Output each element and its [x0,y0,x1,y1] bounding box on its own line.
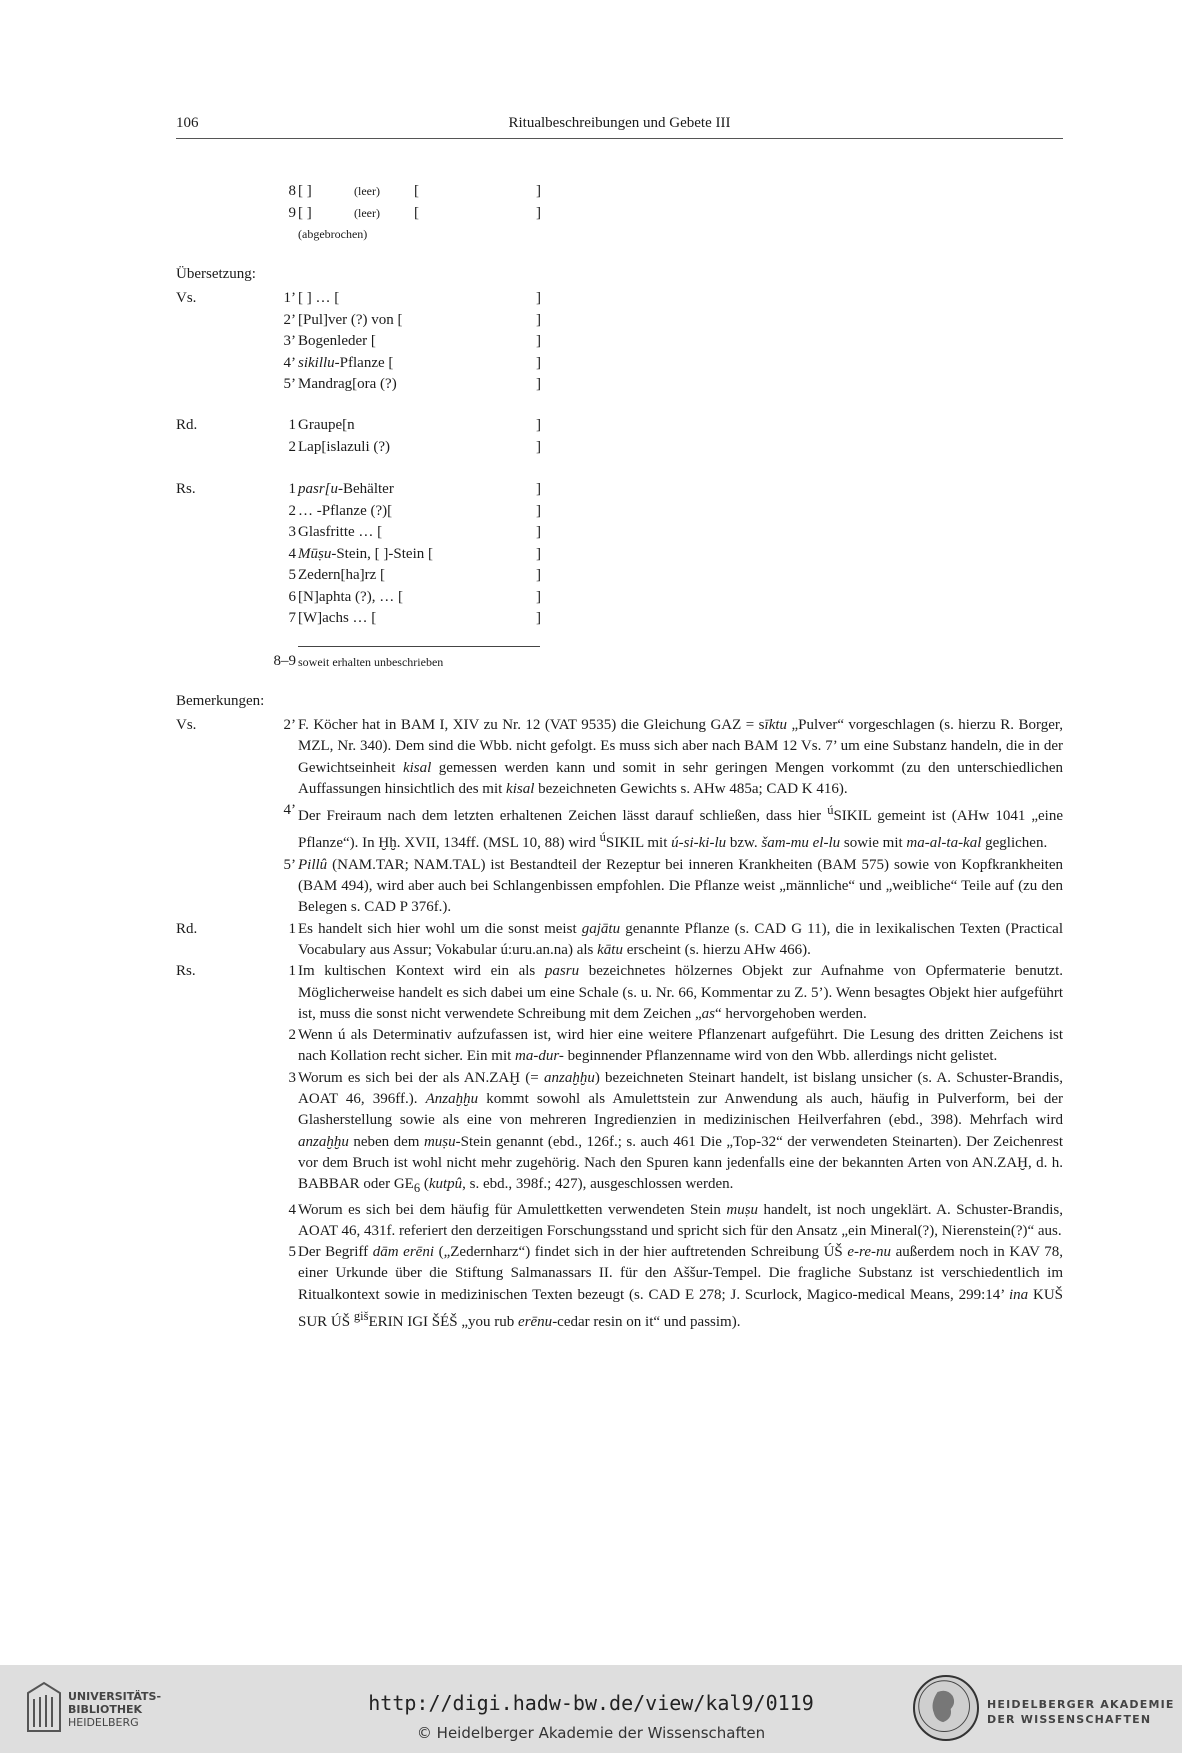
remark-text: Worum es sich bei dem häufig für Amulettketten verwendeten Stein muṣu handelt, ist noch ungeklärt. A. Schuster-Brandis, AOAT 46, 431f. referiert den derzeitigen Forschungsstand und spricht sich für den Ansatz „ein Mineral(?), Nierenstein(?)“ aus. [298,1201,1063,1239]
page-number: 106 [176,115,199,131]
remark-line-number: 4 [288,1201,296,1218]
remark-line-number: 2 [288,1027,296,1044]
transliteration-end [176,181,576,246]
remark-line-number: 4’ [283,802,296,819]
remark-item [176,855,1063,919]
line-8-9: 8–9 soweit erhalten unbeschrieben [273,653,444,669]
remark-side: Rd. [176,920,198,937]
remark-text: Wenn ú als Determinativ aufzufassen ist, wird hier eine weitere Pflanzenart aufgeführt. Die Lesung des dritten Zeichens ist nach Kollation recht sicher. Ein mit ma-dur- beginnender Pflanzenname wird von den Wbb. allerdings nicht gelistet. [298,1027,1063,1065]
remark-item [176,919,1063,962]
remark-line-number: 2’ [283,717,296,733]
line-8: 8 [ ] (leer) [ ] [288,183,541,199]
translation-rd: Rd. 1 Graupe[n ] 2 Lap[islazuli (?) ] [176,417,541,455]
remark-side: Vs. [176,717,197,733]
academy-name: HEIDELBERGER AKADEMIE DER WISSENSCHAFTEN [987,1698,1175,1726]
footer-bar [0,1665,1182,1753]
remark-text: Es handelt sich hier wohl um die sonst meist gajātu genannte Pflanze (s. CAD G 11), die in lexikalischen Texten (Practical Vocabulary aus Assur; Vokabular ú:uru.an.na) als kātu erscheint (s. hierzu AHw 466). [298,920,1063,958]
translation-heading: Übersetzung: [176,266,256,282]
remarks-heading: Bemerkungen: [176,693,265,709]
remark-text: Pillû (NAM.TAR; NAM.TAL) ist Bestandteil der Rezeptur bei inneren Krankheiten (BAM 575) sowie von Kopfkrankheiten (BAM 494), wird aber auch bei Schlangenbissen empfohlen. Die Pflanze weist „männliche“ und „weibliche“ Teile auf (zu den Belegen s. CAD P 376f.). [298,856,1063,916]
remark-item [176,1068,1063,1200]
remark-text: Der Begriff dām erēni („Zedernharz“) findet sich in der hier auftretenden Schreibung ÚŠ e-re-nu außerdem noch in KAV 78, einer Urkunde über die Stiftung Salmanassars II. für den Aššur-Tempel. Die fragliche Substanz ist verschiedentlich im Ritualkontext sowie in medizinischen Texten bezeugt (s. CAD E 278; J. Scurlock, Magico-medical Means, 299:14’ ina KUŠ SUR ÚŠ $^{giš}$ERIN IGI ŠÉŠ „you rub erēnu-cedar resin on it“ und passim). [298,1244,1064,1331]
remark-text: Worum es sich bei der als AN.ZAḪ (= anzaḫḫu) bezeichneten Steinart handelt, ist bislang unsicher (s. A. Schuster-Brandis, AOAT 46, 396ff.). Anzaḫḫu kommt sowohl als Amulettstein zur Anwendung als auch, häufig in Pulverform, bei der Glasherstellung sowie als eine von mehreren Ingredienzien in medizinischen Heilverfahren (ebd., 398). Mehrfach wird anzaḫḫu neben dem muṣu-Stein genannt (ebd., 126f.; s. auch 461 Die „Top-32“ der verwendeten Steinarten). Der Zeichenrest vor dem Bruch ist wohl nicht mehr zugehörig. Nach den Spuren kann jedenfalls eine der bekannten Arten von AN.ZAḪ, d. h. BABBAR oder $GE_6$ (kutpû, s. ebd., 398f.; 427), ausgeschlossen werden. [298,1069,1064,1196]
remark-text: Im kultischen Kontext wird ein als pasru bezeichnetes hölzernes Objekt zur Aufnahme von Opfermaterie benutzt. Möglicherweise handelt es sich dabei um eine Schale (s. u. Nr. 66, Kommentar zu Z. 5’). Wenn besagtes Objekt hier aufgeführt ist, muss die sonst nicht verwendete Schreibung mit dem Zeichen „as“ hervorgehoben werden. [298,963,1063,1022]
copyright: © Heidelberger Akademie der Wissenschaften [416,1724,766,1742]
remarks [176,715,1063,1333]
remark-item [176,1242,1063,1333]
remark-item [176,800,1063,855]
university-library-name: UNIVERSITÄTS- BIBLIOTHEK HEIDELBERG [68,1690,162,1729]
translation-rs: Rs. 1 pasr[u-Behälter ] 2 … -Pflanze (?)[ ] 3 Glasfritte … [ ] 4 Mūṣu-Stein, [ ]-Stein [ ] 5 Zedern[ha]rz [ ] 6 [N]aphta (?), … [ ] 7 [W]achs … [ ] [176,481,541,626]
remark-line-number: 5 [288,1244,296,1261]
remark-item [176,715,1063,800]
remark-side: Rs. [176,963,196,980]
translation-vs: Vs. 1’ [ ] … [ ] 2’ [Pul]ver (?) von [ ] 3’ Bogenleder [ ] 4’ sikillu-Pflanze [ ] 5’ Mandrag[ora (?) ] [176,290,541,392]
running-title: Ritualbeschreibungen und Gebete III [508,115,731,131]
remark-item [176,1200,1063,1243]
academy-seal-icon [913,1675,979,1741]
remark-text: F. Köcher hat in BAM I, XIV zu Nr. 12 (VAT 9535) die Gleichung GAZ = sīktu „Pulver“ vorgeschlagen (s. hierzu R. Borger, MZL, Nr. 340). Dem sind die Wbb. nicht gefolgt. Es muss sich aber nach BAM 12 Vs. 7’ um eine Substanz handeln, die in der Gewichtseinheit kisal gemessen werden kann und somit in sehr geringen Mengen vorkommt (zu den unterschiedlichen Auffassungen hinsichtlich des mit kisal bezeichneten Gewichts s. AHw 485a; CAD K 416). [298,717,1064,797]
line-9: 9 [ ] (leer) [ ] [288,204,541,221]
remark-line-number: 3 [288,1069,296,1086]
source-url[interactable]: http://digi.hadw-bw.de/view/kal9/0119 [368,1691,814,1715]
remark-line-number: 1 [288,963,296,980]
broken-note: (abgebrochen) [298,227,368,241]
remark-line-number: 1 [288,920,296,937]
section-rule [298,646,540,647]
running-header [176,113,1063,139]
remark-item [176,961,1063,1025]
remark-text: Der Freiraum nach dem letzten erhaltenen Zeichen lässt darauf schließen, dass hier $^ú$SIKIL gemeint ist (AHw 1041 „eine Pflanze“). In Ḫḫ. XVII, 134ff. (MSL 10, 88) wird $^ú$SIKIL mit ú-si-ki-lu bzw. šam-mu el-lu sowie mit ma-al-ta-kal geglichen. [298,803,1063,852]
remark-line-number: 5’ [283,856,296,873]
remark-item [176,1025,1063,1068]
